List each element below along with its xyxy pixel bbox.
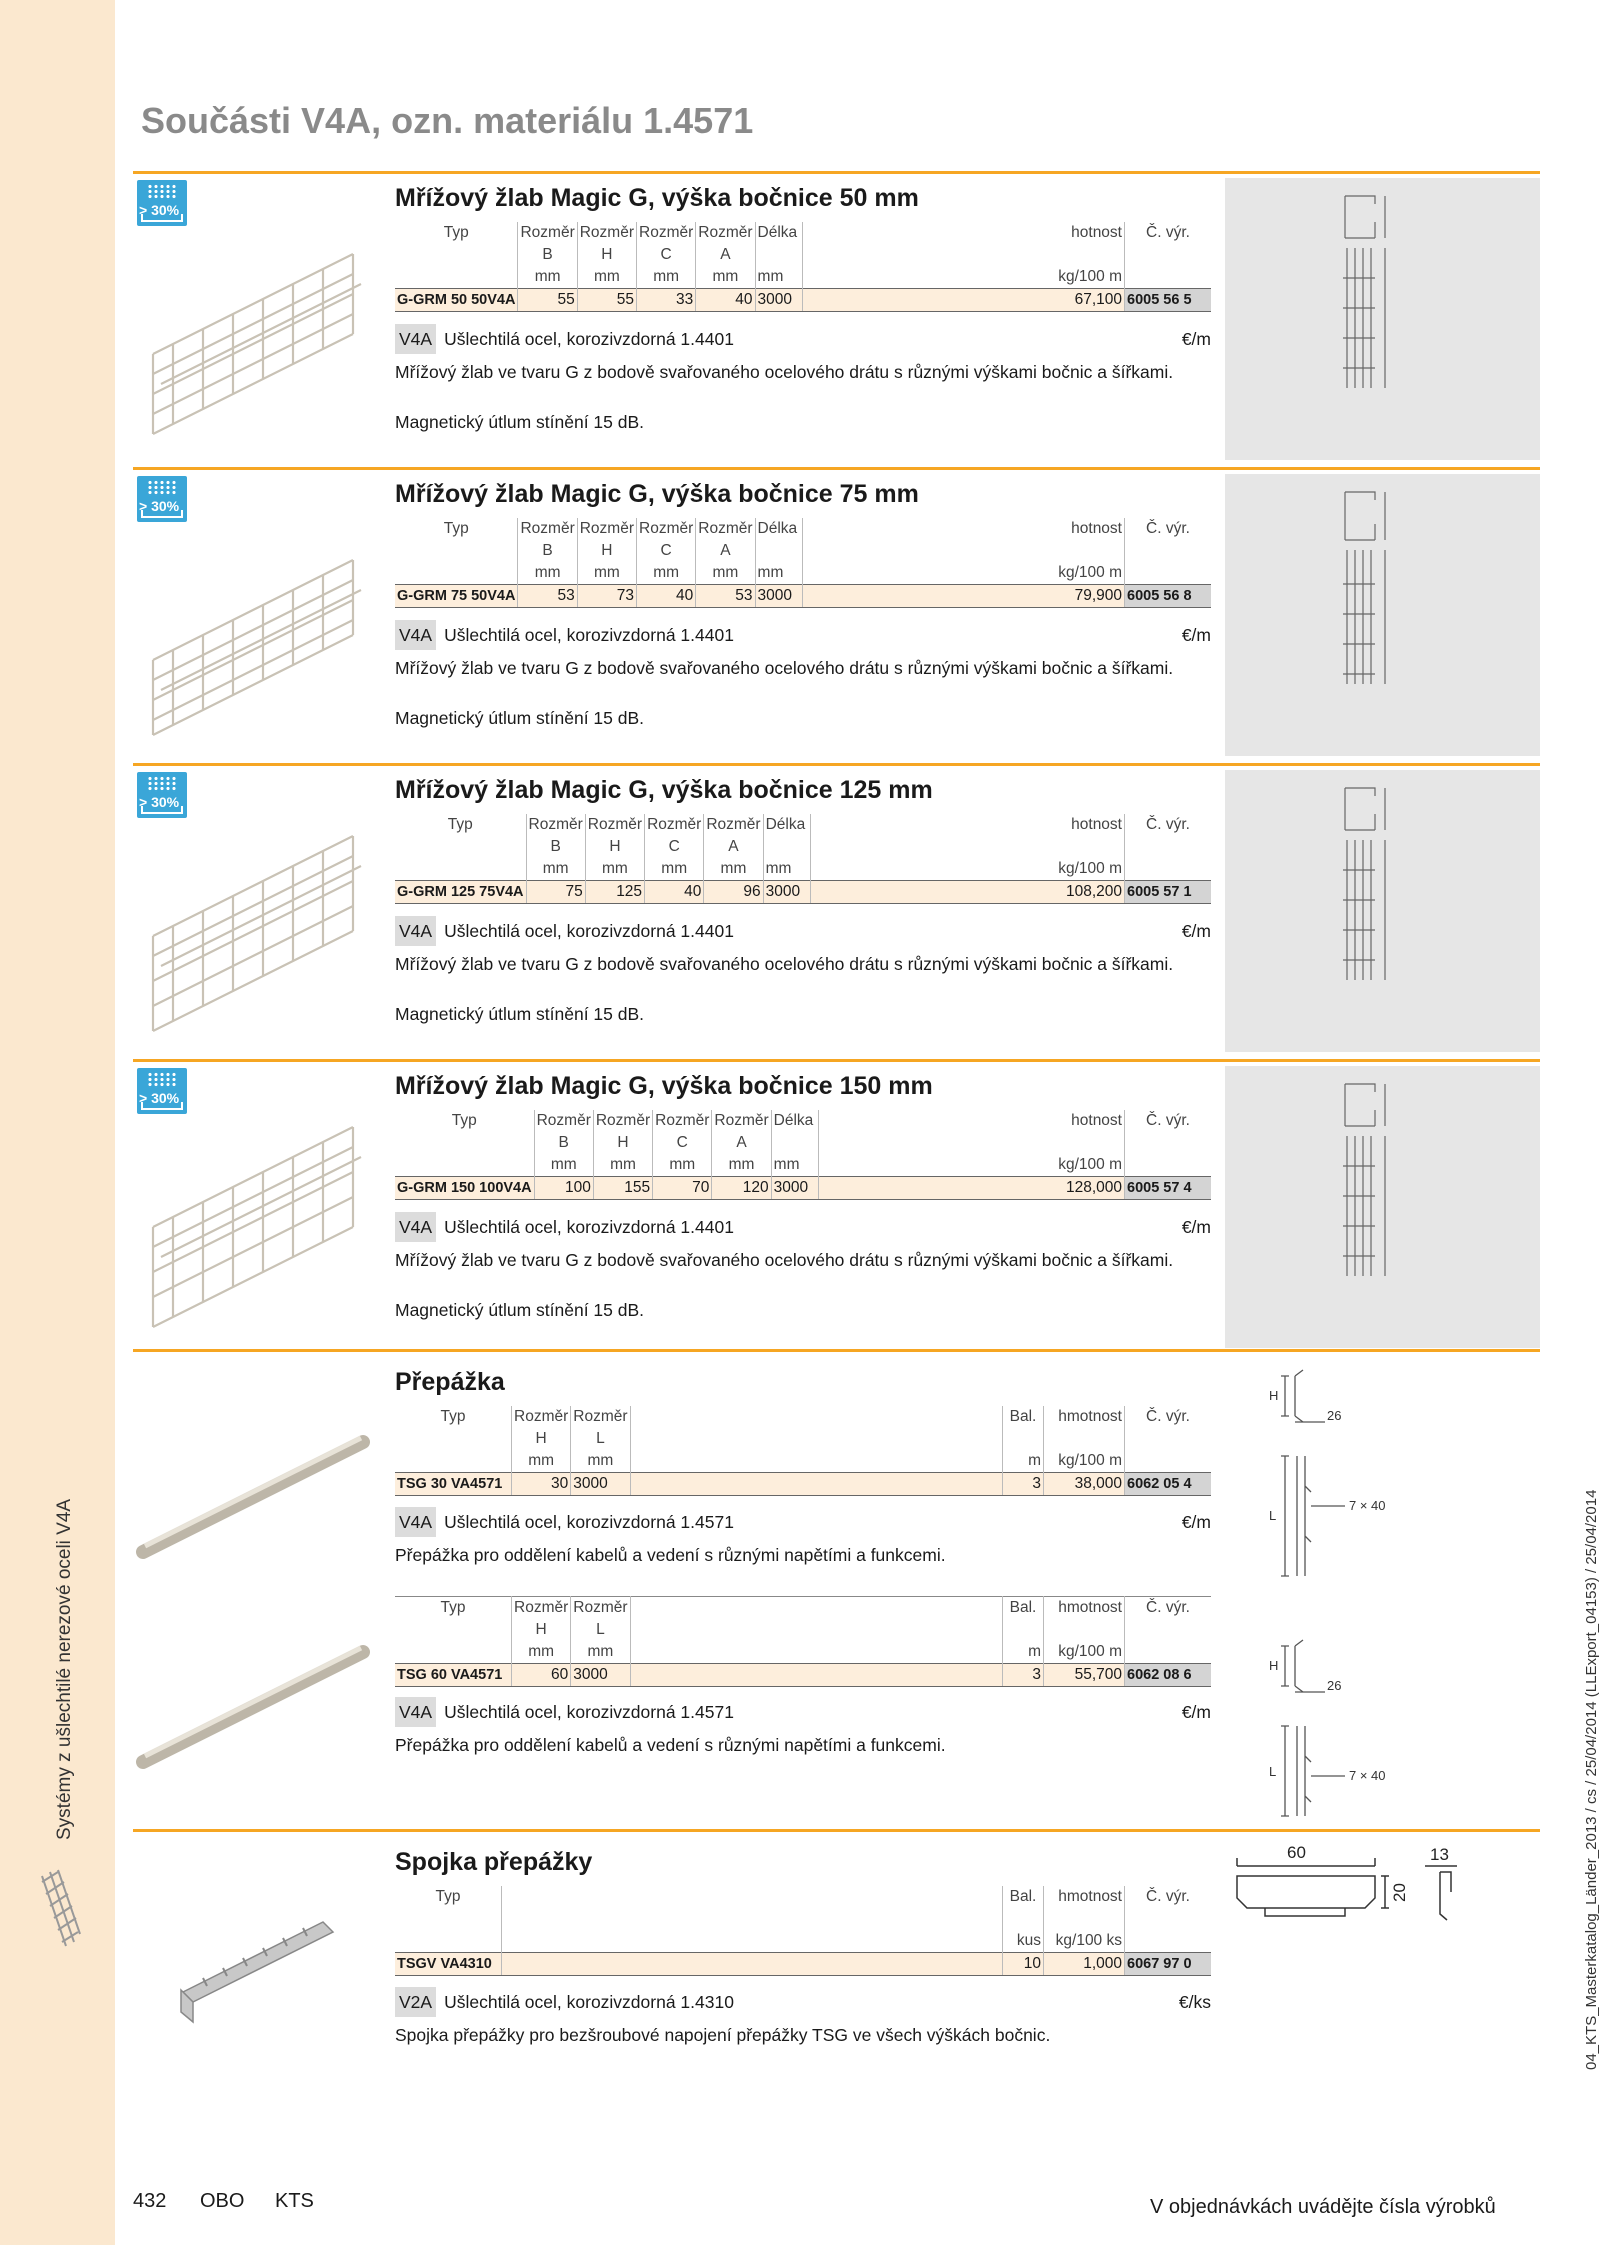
partition-table-1: Typ Rozměr Rozměr Bal. hmotnost Č. výr. H L mm mm m kg/100 m TSG 30 VA4571 30 3000 3 38,000 6062 05 4: [395, 1406, 1211, 1496]
environment-badge-icon: > 30%: [137, 772, 187, 818]
product-description: Přepážka pro oddělení kabelů a vedení s různými napětími a funkcemi.: [395, 1545, 946, 1565]
section-title: Přepážka: [395, 1368, 505, 1396]
partition-drawing: [1225, 1356, 1540, 1826]
connector-table: Typ Bal. hmotnost Č. výr. kus kg/100 ks TSGV VA4310 10 1,000 6067 97 0: [395, 1886, 1211, 1976]
product-section-3: [133, 763, 1540, 1056]
material-row: V4A Ušlechtilá ocel, korozivzdorná 1.4571 €/m: [395, 1507, 1211, 1537]
table-row: G-GRM 50 50V4A 55 55 33 40 3000 67,100 6005 56 5: [395, 289, 1211, 312]
article-number: 6005 56 5: [1125, 289, 1212, 312]
section-title: Spojka přepážky: [395, 1848, 593, 1876]
material-row: V2A Ušlechtilá ocel, korozivzdorná 1.4310 €/ks: [395, 1987, 1211, 2017]
drawing-label-height: 20: [1390, 1883, 1409, 1902]
material-row: V4A Ušlechtilá ocel, korozivzdorná 1.4401 €/m: [395, 324, 1211, 354]
spec-table: Typ Rozměr Rozměr Rozměr Rozměr Délka hotnost Č. výr. B H C A mm mm mm mm mm kg/100 m G-GRM 75 50V4A 53 73 40 53 3000 79,900 6005 56 8: [395, 518, 1211, 608]
drawing-label-width: 26: [1327, 1408, 1342, 1423]
right-margin-export-text: 04_KTS_Masterkatalog_Länder_2013 / cs / 25/04/2014 (LLExport_04153) / 25/04/2014: [1583, 1489, 1600, 2070]
product-note: Magnetický útlum stínění 15 dB.: [395, 708, 645, 728]
drawing-label-width: 26: [1327, 1678, 1342, 1693]
product-note: Magnetický útlum stínění 15 dB.: [395, 1004, 645, 1024]
mesh-tray-photo: [133, 826, 373, 1041]
connector-drawing: [1225, 1836, 1540, 1956]
product-note: Magnetický útlum stínění 15 dB.: [395, 412, 645, 432]
environment-badge-icon: > 30%: [137, 476, 187, 522]
drawing-label-width: 60: [1287, 1843, 1306, 1862]
product-description: Mřížový žlab ve tvaru G z bodově svařovaného ocelového drátu s různými výškami bočnic a šířkami.: [395, 1250, 1174, 1270]
material-row: V4A Ušlechtilá ocel, korozivzdorná 1.4571 €/m: [395, 1697, 1211, 1727]
section-title: Mřížový žlab Magic G, výška bočnice 150 mm: [395, 1072, 933, 1100]
technical-drawing: [1225, 474, 1540, 756]
connector-section: [133, 1829, 1540, 2062]
table-row: TSG 60 VA4571 60 3000 3 55,700 6062 08 6: [395, 1664, 1211, 1687]
mesh-tray-photo: [133, 234, 373, 449]
footer-catalog: KTS: [275, 2190, 314, 2212]
technical-drawing: [1225, 770, 1540, 1052]
mesh-tray-photo: [133, 530, 373, 745]
table-row: TSG 30 VA4571 30 3000 3 38,000 6062 05 4: [395, 1473, 1211, 1496]
section-title: Mřížový žlab Magic G, výška bočnice 75 mm: [395, 480, 919, 508]
product-description: Mřížový žlab ve tvaru G z bodově svařovaného ocelového drátu s různými výškami bočnic a šířkami.: [395, 362, 1174, 382]
material-row: V4A Ušlechtilá ocel, korozivzdorná 1.4401 €/m: [395, 916, 1211, 946]
table-row: TSGV VA4310 10 1,000 6067 97 0: [395, 1953, 1211, 1976]
drawing-label-l: L: [1269, 1764, 1277, 1779]
technical-drawing: [1225, 178, 1540, 460]
connector-photo: [133, 1852, 373, 2052]
article-number: 6067 97 0: [1125, 1953, 1212, 1976]
footer-brand: OBO: [200, 2190, 245, 2212]
drawing-label-slot: 7 × 40: [1349, 1498, 1386, 1513]
material-row: V4A Ušlechtilá ocel, korozivzdorná 1.4401 €/m: [395, 1212, 1211, 1242]
partition-section: [133, 1349, 1540, 1830]
product-section-4: [133, 1059, 1540, 1352]
partition-table-2: Typ Rozměr Rozměr Bal. hmotnost Č. výr. H L mm mm m kg/100 m TSG 60 VA4571 60 3000 3 55,700 6062 08 6: [395, 1596, 1211, 1687]
drawing-label-h: H: [1269, 1658, 1279, 1673]
drawing-label-l: L: [1269, 1508, 1277, 1523]
drawing-label-depth: 13: [1430, 1845, 1449, 1864]
article-number: 6005 57 4: [1125, 1177, 1212, 1200]
table-row: G-GRM 125 75V4A 75 125 40 96 3000 108,200 6005 57 1: [395, 881, 1211, 904]
product-section-2: [133, 467, 1540, 760]
table-row: G-GRM 75 50V4A 53 73 40 53 3000 79,900 6005 56 8: [395, 585, 1211, 608]
article-number: 6005 57 1: [1125, 881, 1212, 904]
article-number: 6062 05 4: [1125, 1473, 1212, 1496]
mesh-tray-photo: [133, 1122, 373, 1337]
article-number: 6005 56 8: [1125, 585, 1212, 608]
product-section-1: [133, 171, 1540, 464]
table-row: G-GRM 150 100V4A 100 155 70 120 3000 128,000 6005 57 4: [395, 1177, 1211, 1200]
product-description: Spojka přepážky pro bezšroubové napojení přepážky TSG ve všech výškách bočnic.: [395, 2025, 1051, 2045]
spec-table: Typ Rozměr Rozměr Rozměr Rozměr Délka hotnost Č. výr. B H C A mm mm mm mm mm kg/100 m G-GRM 125 75V4A 75 125 40 96 3000 108,200 6005 57 1: [395, 814, 1211, 904]
technical-drawing: [1225, 1066, 1540, 1348]
spec-table: Typ Rozměr Rozměr Rozměr Rozměr Délka hotnost Č. výr. B H C A mm mm mm mm mm kg/100 m G-GRM 50 50V4A 55 55 33 40 3000 67,100 6005 56 5: [395, 222, 1211, 312]
product-description: Přepážka pro oddělení kabelů a vedení s různými napětími a funkcemi.: [395, 1735, 946, 1755]
article-number: 6062 08 6: [1125, 1664, 1212, 1687]
page-number: 432: [133, 2190, 167, 2212]
product-description: Mřížový žlab ve tvaru G z bodově svařovaného ocelového drátu s různými výškami bočnic a šířkami.: [395, 954, 1174, 974]
footer-order-note: V objednávkách uvádějte čísla výrobků: [1150, 2196, 1496, 2218]
col-typ: Typ: [443, 224, 469, 241]
page-title: Součásti V4A, ozn. materiálu 1.4571: [141, 100, 754, 141]
environment-badge-icon: > 30%: [137, 1068, 187, 1114]
environment-badge-icon: > 30%: [137, 180, 187, 226]
sidebar-vertical-text: Systémy z ušlechtilé nerezové oceli V4A: [54, 1498, 75, 1840]
partition-photo: [133, 1382, 373, 1802]
section-title: Mřížový žlab Magic G, výška bočnice 125 mm: [395, 776, 933, 804]
section-title: Mřížový žlab Magic G, výška bočnice 50 mm: [395, 184, 919, 212]
drawing-label-slot: 7 × 40: [1349, 1768, 1386, 1783]
product-description: Mřížový žlab ve tvaru G z bodově svařovaného ocelového drátu s různými výškami bočnic a šířkami.: [395, 658, 1174, 678]
drawing-label-h: H: [1269, 1388, 1279, 1403]
mesh-tray-thumbnail-icon: [38, 1868, 82, 1950]
spec-table: Typ Rozměr Rozměr Rozměr Rozměr Délka hotnost Č. výr. B H C A mm mm mm mm mm kg/100 m G-GRM 150 100V4A 100 155 70 120 3000 128,000 6005 57 4: [395, 1110, 1211, 1200]
material-row: V4A Ušlechtilá ocel, korozivzdorná 1.4401 €/m: [395, 620, 1211, 650]
product-note: Magnetický útlum stínění 15 dB.: [395, 1300, 645, 1320]
